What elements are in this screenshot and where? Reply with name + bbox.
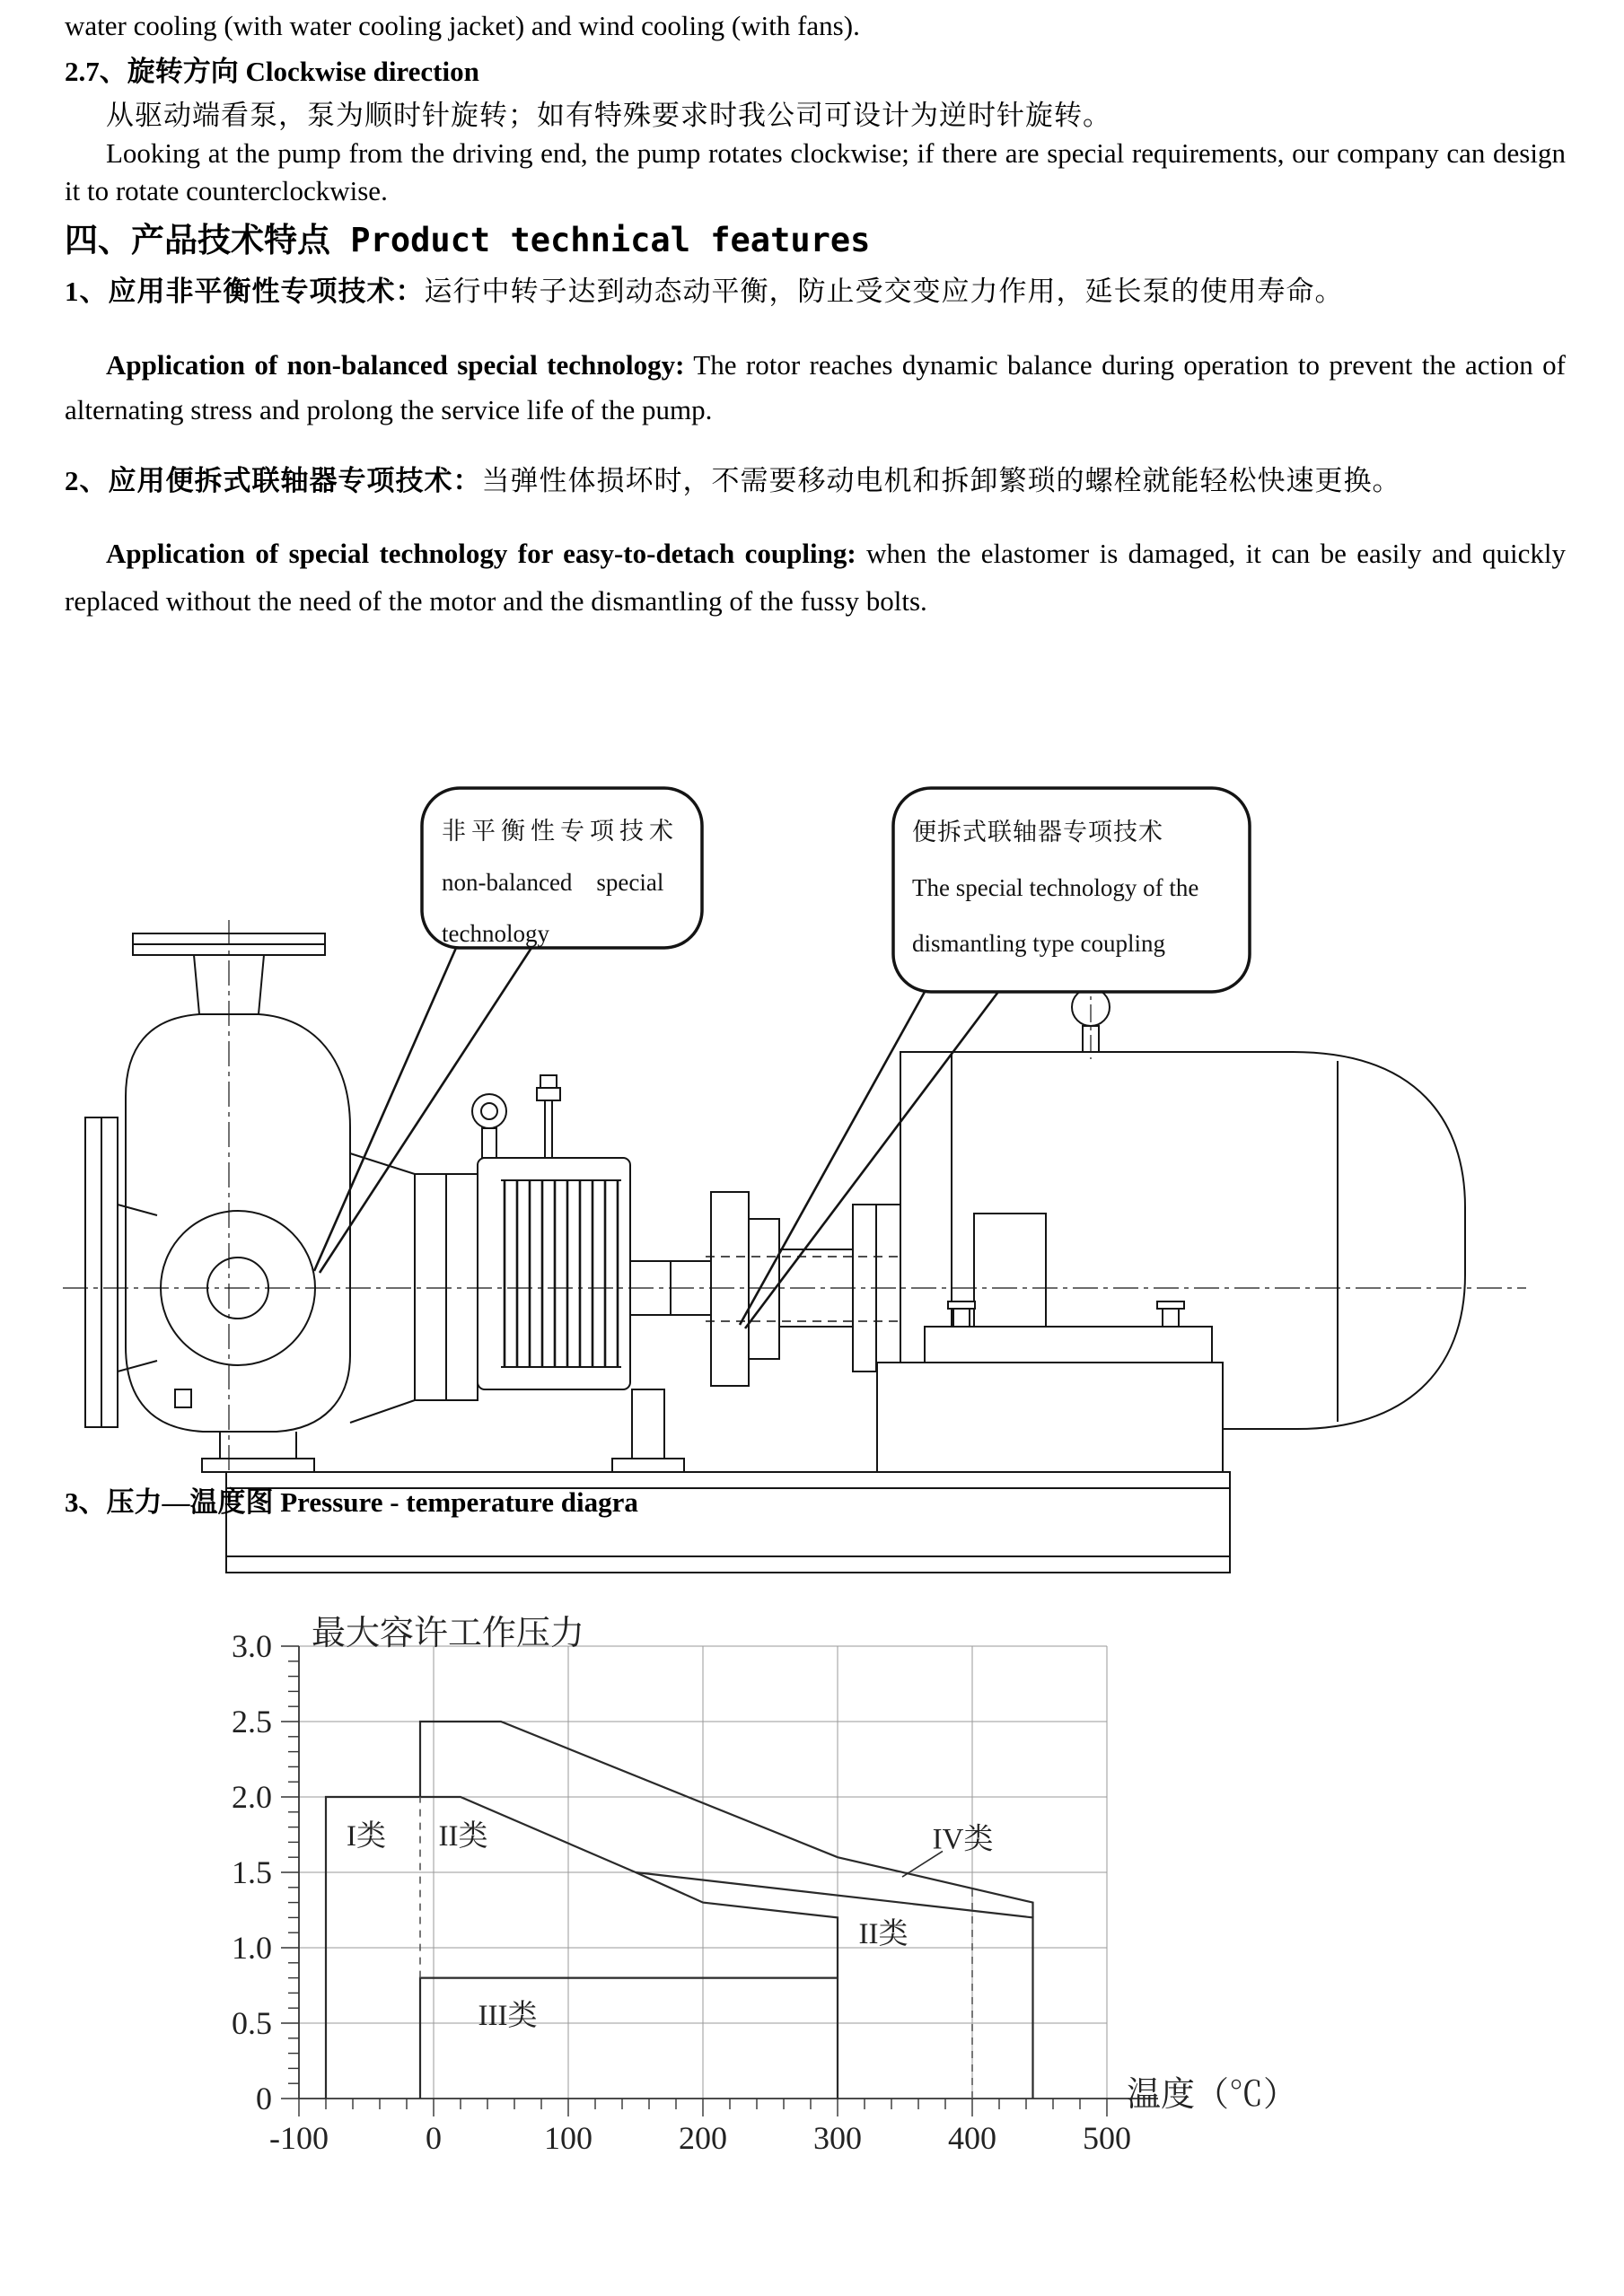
- x-tick-label: 400: [948, 2120, 996, 2156]
- region-label: IV类: [932, 1823, 994, 1856]
- callout2-line-cn: 便拆式联轴器专项技术: [912, 819, 1163, 846]
- y-tick-label: 2.5: [232, 1704, 272, 1740]
- callout1-line-en2: technology: [442, 920, 549, 947]
- x-tick-label: 300: [813, 2120, 862, 2156]
- item2-en-rest: when the elastomer is damaged, it can be easily and quickly replaced without the need of the motor and the dismantling of the fussy bolts.: [65, 538, 1566, 617]
- callout-text-nonbalanced: [442, 806, 686, 960]
- pump-foot: [202, 1432, 314, 1472]
- motor-feet-plate: [925, 1327, 1212, 1363]
- heading-pressure-temperature-diagram: 3、压力—温度图 Pressure - temperature diagra: [65, 1486, 638, 1518]
- x-axis-label: 温度（℃）: [1127, 2076, 1298, 2114]
- breather-fitting: [537, 1088, 560, 1100]
- x-tick-label: -100: [269, 2120, 329, 2156]
- callout2-line-en2: dismantling type coupling: [912, 930, 1165, 957]
- region-label: II类: [438, 1820, 488, 1853]
- motor-terminal-box: [974, 1214, 1046, 1327]
- x-tick-label: 500: [1083, 2120, 1131, 2156]
- paragraph-rotation-en: Looking at the pump from the driving end, the pump rotates clockwise; if there are special requirements, our company can design it to rotate counterclockwise.: [65, 137, 1566, 206]
- callout-text-coupling: [912, 804, 1239, 971]
- item1-en-lead: Application of non-balanced special technology:: [106, 349, 685, 381]
- callout1-line-cn: 非平衡性专项技术: [442, 818, 679, 845]
- pump-volute-casing: [126, 1014, 350, 1432]
- suction-flange: [85, 1117, 157, 1427]
- heading-2-7-clockwise-direction: 2.7、旋转方向 Clockwise direction: [65, 56, 479, 87]
- motor-mounting: [877, 1301, 1223, 1472]
- bearing-bracket: [350, 1075, 684, 1472]
- paragraph-item1-cn: [65, 267, 1566, 315]
- y-tick-label: 1.5: [232, 1854, 272, 1890]
- y-tick-label: 0.5: [232, 2005, 272, 2041]
- item1-cn-lead: 1、应用非平衡性专项技术：: [65, 276, 425, 307]
- item1-en-rest: The rotor reaches dynamic balance during operation to prevent the action of alternating stress and prolong the service life of the pump.: [65, 349, 1566, 425]
- x-tick-label: 0: [426, 2120, 442, 2156]
- cooling-fins: [505, 1180, 618, 1367]
- bracket-support-foot: [632, 1389, 664, 1459]
- pump-assembly-diagram: [0, 772, 1624, 1580]
- region-label: III类: [478, 1999, 538, 2032]
- item2-en-lead: Application of special technology for easy-to-detach coupling:: [106, 538, 856, 569]
- y-tick-label: 2.0: [232, 1779, 272, 1815]
- pressure-temperature-chart: [135, 1607, 1445, 2168]
- series-class-II-lower-boundary: [636, 1872, 1033, 2099]
- series-class-III-boundary: [420, 1978, 838, 2099]
- x-tick-label: 200: [679, 2120, 727, 2156]
- y-tick-label: 0: [256, 2081, 272, 2116]
- heading-section4-product-technical-features: 四、产品技术特点 Product technical features: [65, 221, 871, 259]
- callout1-line-en1: non-balanced special: [442, 869, 664, 896]
- y-tick-label: 3.0: [232, 1628, 272, 1664]
- paragraph-item1-en: [65, 343, 1566, 433]
- callout2-line-en1: The special technology of the: [912, 874, 1199, 901]
- paragraph-rotation-cn: 从驱动端看泵，泵为顺时针旋转；如有特殊要求时我公司可设计为逆时针旋转。: [106, 100, 1111, 131]
- region-label: I类: [347, 1820, 386, 1853]
- paragraph-item2-cn: [65, 460, 1566, 502]
- item2-cn-rest: 当弹性体损坏时，不需要移动电机和拆卸繁琐的螺栓就能轻松快速更换。: [481, 465, 1401, 496]
- item2-cn-lead: 2、应用便拆式联轴器专项技术：: [65, 465, 482, 496]
- lifting-eye-bolt: [472, 1094, 506, 1128]
- easy-detach-coupling: [706, 1192, 903, 1386]
- drain-plug: [175, 1389, 191, 1407]
- document-body: [65, 7, 1566, 653]
- y-tick-label: 1.0: [232, 1930, 272, 1966]
- callout-leader-lines: [314, 948, 998, 1328]
- region-label: II类: [858, 1918, 909, 1951]
- chart-title: 最大容许工作压力: [312, 1615, 585, 1652]
- x-tick-label: 100: [544, 2120, 593, 2156]
- paragraph-cooling: water cooling (with water cooling jacket) and wind cooling (with fans).: [65, 10, 860, 41]
- motor-support-block: [877, 1363, 1223, 1472]
- item1-cn-rest: 运行中转子达到动态动平衡，防止受交变应力作用，延长泵的使用寿命。: [424, 276, 1344, 307]
- paragraph-item2-en: [65, 530, 1566, 625]
